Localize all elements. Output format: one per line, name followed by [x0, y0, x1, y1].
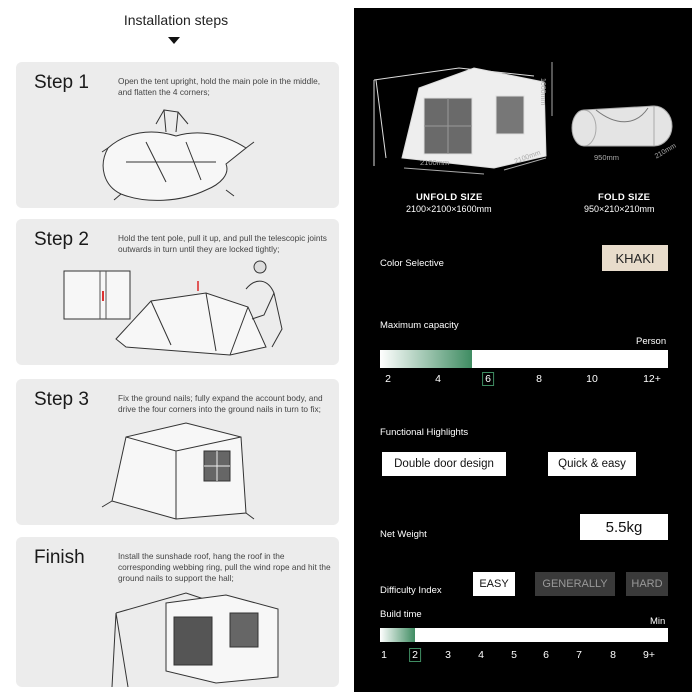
- capacity-tick-selected: 6: [485, 373, 491, 385]
- step-description: Install the sunshade roof, hang the roof in the corresponding webbing ring, pull the wind rope and hit the ground nails to support the hall;: [118, 551, 331, 583]
- step-title: Finish: [34, 547, 85, 568]
- capacity-unit: Person: [636, 336, 667, 347]
- build-tick: 4: [478, 649, 484, 661]
- capacity-bar-fill: [380, 350, 472, 368]
- build-tick: 3: [445, 649, 451, 661]
- build-tick: 5: [511, 649, 517, 661]
- step-title: Step 3: [34, 389, 89, 410]
- capacity-bar: [380, 350, 668, 368]
- fold-length-dim: 950mm: [594, 153, 620, 162]
- step-description: Fix the ground nails; fully expand the account body, and drive the four corners into the ground nails in turn to fix;: [118, 393, 323, 414]
- capacity-tick: 4: [435, 373, 441, 385]
- depth-dim: 2100mm: [513, 149, 542, 166]
- build-time-bar: [380, 628, 668, 642]
- build-time-label: Build time: [380, 609, 422, 620]
- step-title: Step 1: [34, 72, 89, 93]
- step-description: Open the tent upright, hold the main pole in the middle, and flatten the 4 corners;: [118, 76, 321, 97]
- expanded-tent-illustration: [16, 379, 339, 525]
- build-tick: 9+: [643, 649, 655, 661]
- step-card-3: [16, 379, 339, 525]
- capacity-tick: 12+: [643, 373, 661, 385]
- fold-size-value: 950×210×210mm: [584, 204, 655, 214]
- build-tick: 1: [381, 649, 387, 661]
- weight-label: Net Weight: [380, 529, 427, 540]
- highlight-quick-easy: Quick & easy: [548, 452, 636, 476]
- height-dim: 1600mm: [539, 78, 546, 106]
- difficulty-hard[interactable]: HARD: [626, 572, 668, 596]
- raising-tent-illustration: [16, 219, 339, 365]
- fold-size-label: FOLD SIZE: [598, 192, 651, 203]
- fold-diameter-dim: 210mm: [653, 142, 678, 161]
- installation-title: Installation steps: [123, 12, 229, 28]
- capacity-tick: 10: [586, 373, 598, 385]
- build-tick: 6: [543, 649, 549, 661]
- highlight-double-door: Double door design: [382, 452, 506, 476]
- build-tick: 7: [576, 649, 582, 661]
- specs-panel: [354, 8, 692, 692]
- color-option-khaki[interactable]: KHAKI: [602, 245, 668, 271]
- build-tick-selected: 2: [412, 649, 418, 661]
- color-label: Color Selective: [380, 258, 444, 269]
- weight-value: 5.5kg: [580, 514, 668, 540]
- unfold-size-label: UNFOLD SIZE: [416, 192, 483, 203]
- capacity-label: Maximum capacity: [380, 320, 459, 331]
- step-card-1: [16, 62, 339, 208]
- step-card-2: [16, 219, 339, 365]
- down-arrow-icon: [168, 37, 180, 44]
- build-time-unit: Min: [650, 616, 666, 627]
- build-time-bar-fill: [380, 628, 415, 642]
- difficulty-generally[interactable]: GENERALLY: [535, 572, 615, 596]
- width-dim: 2100mm: [420, 158, 450, 167]
- difficulty-easy[interactable]: EASY: [473, 572, 515, 596]
- unfold-size-value: 2100×2100×1600mm: [406, 204, 492, 214]
- step-description: Hold the tent pole, pull it up, and pull the telescopic joints outwards in turn until they are locked tightly;: [118, 233, 327, 254]
- capacity-tick: 2: [385, 373, 391, 385]
- fold-bag-diagram: [566, 96, 686, 166]
- highlights-label: Functional Highlights: [380, 427, 469, 438]
- step-title: Step 2: [34, 229, 89, 250]
- difficulty-label: Difficulty Index: [380, 585, 442, 596]
- capacity-tick: 8: [536, 373, 542, 385]
- step-card-finish: [16, 537, 339, 687]
- build-tick: 8: [610, 649, 616, 661]
- finished-tent-illustration: [16, 537, 339, 687]
- flat-tent-illustration: [16, 62, 339, 208]
